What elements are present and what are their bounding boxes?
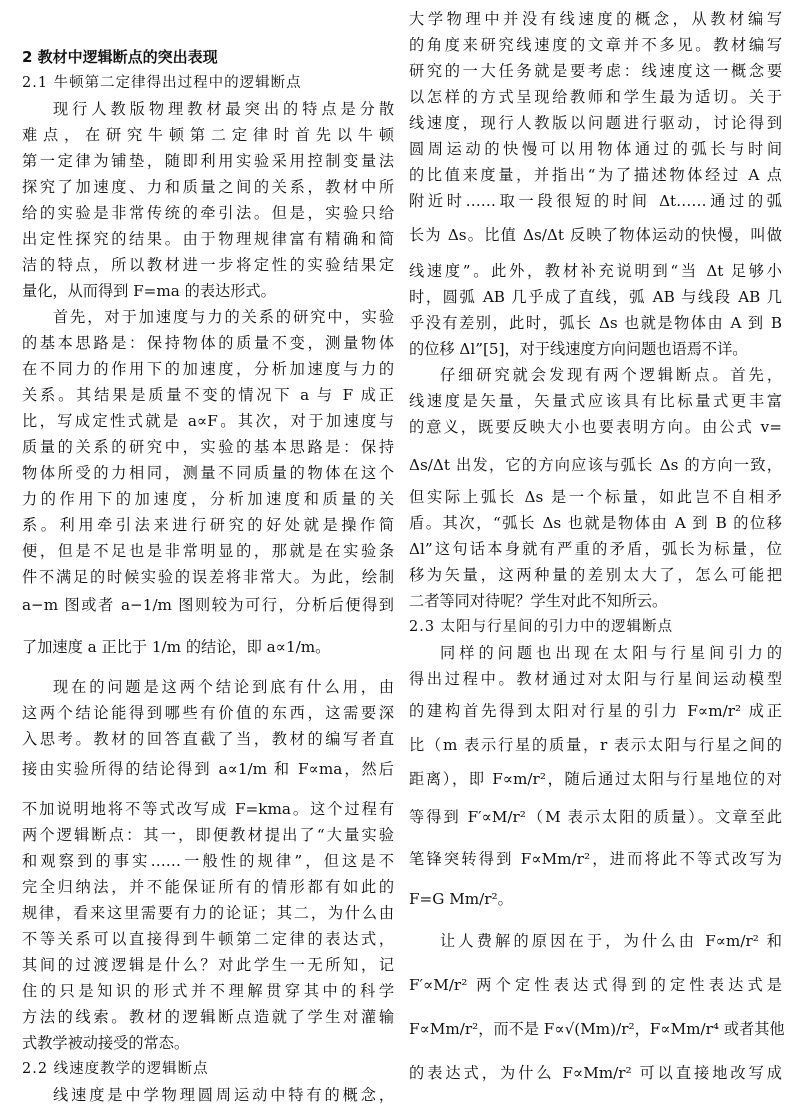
text-line: 让人费解的原因在于，为什么由 F∝m/r² 和 bbox=[440, 932, 782, 950]
text-line: 研究的一大任务就是要考虑：线速度这一概念要 bbox=[409, 62, 782, 80]
text-line: 这两个结论能得到哪些有价值的东西，这需要深 bbox=[22, 704, 394, 722]
text-line: 接由实验所得的结论得到 a∝1/m 和 F∝ma，然后 bbox=[22, 760, 394, 778]
text-line: 比（m 表示行星的质量，r 表示太阳与行星之间的 bbox=[409, 736, 782, 754]
text-line: 难点，在研究牛顿第二定律时首先以牛顿 bbox=[22, 126, 394, 144]
text-line: 件不满足的时候实验的误差将非常大。为此，绘制 bbox=[22, 568, 394, 586]
text-line: 仔细研究就会发现有两个逻辑断点。首先， bbox=[440, 366, 782, 384]
text-line: 线速度是中学物理圆周运动中特有的概念， bbox=[53, 1086, 394, 1104]
text-line: 大学物理中并没有线速度的概念，从教材编写 bbox=[409, 10, 782, 28]
text-line: 的表达式，为什么 F∝Mm/r² 可以直接地改写成 bbox=[409, 1064, 782, 1082]
text-line: 二者等同对待呢？学生对此不知所云。 bbox=[409, 592, 668, 610]
text-line: 线速度”。此外，教材补充说明到“当 Δt 足够小 bbox=[409, 262, 782, 280]
text-line: 方法的线索。教材的逻辑断点造就了学生对灌输 bbox=[22, 1008, 394, 1026]
text-line: 便，但是不足也是非常明显的，那就是在实验条 bbox=[22, 542, 394, 560]
text-line: 力的作用下的加速度，分析加速度和质量的关 bbox=[22, 490, 394, 508]
text-line: 完全归纳法，并不能保证所有的情形都有如此的 bbox=[22, 878, 394, 896]
text-line: Δs/Δt 出发，它的方向应该与弧长 Δs 的方向一致， bbox=[409, 456, 782, 474]
text-line: 质量的关系的研究中，实验的基本思路是：保持 bbox=[22, 438, 394, 456]
text-line: 线速度，现行人教版以问题进行驱动，讨论得到 bbox=[409, 114, 782, 132]
text-line: 住的只是知识的形式并不理解贯穿其中的科学 bbox=[22, 982, 394, 1000]
text-line: 现在的问题是这两个结论到底有什么用，由 bbox=[53, 678, 394, 696]
text-line: 的基本思路是：保持物体的质量不变，测量物体 bbox=[22, 334, 394, 352]
text-line: 其间的过渡逻辑是什么？对此学生一无所知，记 bbox=[22, 956, 394, 974]
text-line: 但实际上弧长 Δs 是一个标量，如此岂不自相矛 bbox=[409, 488, 782, 506]
text-line: 时，圆弧 AB 几乎成了直线，弧 AB 与线段 AB 几 bbox=[409, 288, 782, 306]
text-line: 现行人教版物理教材最突出的特点是分散 bbox=[53, 100, 394, 118]
text-line: 规律，看来这里需要有力的论证；其二，为什么由 bbox=[22, 904, 394, 922]
text-line: 物体所受的力相同，测量不同质量的物体在这个 bbox=[22, 464, 394, 482]
text-line: 不加说明地将不等式改写成 F=kma。这个过程有 bbox=[22, 800, 394, 818]
text-line: 给的实验是非常传统的牵引法。但是，实验只给 bbox=[22, 204, 394, 222]
text-line: 量化，从而得到 F=ma 的表达形式。 bbox=[22, 282, 276, 300]
text-line: 得出过程中。教材通过对太阳与行星间运动模型 bbox=[409, 670, 782, 688]
text-line: 圆周运动的快慢可以用物体通过的弧长与时间 bbox=[409, 140, 782, 158]
text-line: 出定性探究的结果。由于物理规律富有精确和简 bbox=[22, 230, 394, 248]
text-line: F′∝M/r² 两个定性表达式得到的定性表达式是 bbox=[409, 976, 782, 994]
text-line: 在不同力的作用下的加速度，分析加速度与力的 bbox=[22, 360, 394, 378]
text-line: Δl”这句话本身就有严重的矛盾，弧长为标量，位 bbox=[409, 540, 782, 558]
text-line: 的角度来研究线速度的文章并不多见。教材编写 bbox=[409, 36, 782, 54]
text-line: 比，写成定性式就是 a∝F。其次，对于加速度与 bbox=[22, 412, 394, 430]
text-line: 距离），即 F∝m/r²，随后通过太阳与行星地位的对 bbox=[409, 770, 782, 788]
text-line: 入思考。教材的回答直截了当，教材的编写者直 bbox=[22, 730, 394, 748]
text-line: 第一定律为铺垫，随即利用实验采用控制变量法 bbox=[22, 152, 394, 170]
text-line: 系。利用牵引法来进行研究的好处就是操作简 bbox=[22, 516, 394, 534]
text-line: 笔锋突转得到 F∝Mm/r²，进而将此不等式改写为 bbox=[409, 850, 782, 868]
text-line: 附近时……取一段很短的时间 Δt……通过的弧 bbox=[409, 192, 782, 210]
section-heading: 2.3 太阳与行星间的引力中的逻辑断点 bbox=[409, 619, 674, 635]
text-line: 关系。其结果是质量不变的情况下 a 与 F 成正 bbox=[22, 386, 394, 404]
text-line: 同样的问题也出现在太阳与行星间引力的 bbox=[440, 644, 782, 662]
text-line: 不等关系可以直接得到牛顿第二定律的表达式， bbox=[22, 930, 394, 948]
text-line: 了加速度 a 正比于 1/m 的结论，即 a∝1/m。 bbox=[22, 638, 331, 656]
text-line: 以怎样的方式呈现给教师和学生最为适切。关于 bbox=[409, 88, 782, 106]
text-line: 首先，对于加速度与力的关系的研究中，实验 bbox=[53, 308, 394, 326]
text-line: 的位移 Δl”[5]，对于线速度方向问题也语焉不详。 bbox=[409, 340, 748, 358]
section-heading: 2 教材中逻辑断点的突出表现 bbox=[22, 48, 218, 66]
text-line: 探究了加速度、力和质量之间的关系，教材中所 bbox=[22, 178, 394, 196]
text-line: F∝Mm/r²，而不是 F∝√(Mm)/r²，F∝Mm/r⁴ 或者其他 bbox=[409, 1020, 785, 1038]
text-line: 盾。其次，“弧长 Δs 也就是物体由 A 到 B 的位移 bbox=[409, 514, 782, 532]
text-line: F=G Mm/r²。 bbox=[409, 890, 513, 908]
section-heading: 2.2 线速度教学的逻辑断点 bbox=[22, 1061, 209, 1077]
text-line: 长为 Δs。比值 Δs/Δt 反映了物体运动的快慢，叫做 bbox=[409, 226, 782, 244]
text-line: 式教学被动接受的常态。 bbox=[22, 1034, 190, 1052]
text-line: 的比值来度量，并指出“为了描述物体经过 A 点 bbox=[409, 166, 782, 184]
text-line: 的意义，既要反映大小也要表明方向。由公式 v= bbox=[409, 418, 782, 436]
text-line: 和观察到的事实……一般性的规律”，但这是不 bbox=[22, 852, 394, 870]
section-heading: 2.1 牛顿第二定律得出过程中的逻辑断点 bbox=[22, 75, 302, 91]
text-line: 移为矢量，这两种量的差别太大了，怎么可能把 bbox=[409, 566, 782, 584]
text-line: 的建构首先得到太阳对行星的引力 F∝m/r² 成正 bbox=[409, 702, 782, 720]
text-line: a−m 图或者 a−1/m 图则较为可行，分析后便得到 bbox=[22, 596, 394, 614]
text-line: 等得到 F′∝M/r²（M 表示太阳的质量）。文章至此 bbox=[409, 808, 782, 826]
text-line: 两个逻辑断点：其一，即便教材提出了“大量实验 bbox=[22, 826, 394, 844]
text-line: 线速度是矢量，矢量式应该具有比标量式更丰富 bbox=[409, 392, 782, 410]
text-line: 乎没有差别，此时，弧长 Δs 也就是物体由 A 到 B bbox=[409, 314, 782, 332]
text-line: 洁的特点，所以教材进一步将定性的实验结果定 bbox=[22, 256, 394, 274]
